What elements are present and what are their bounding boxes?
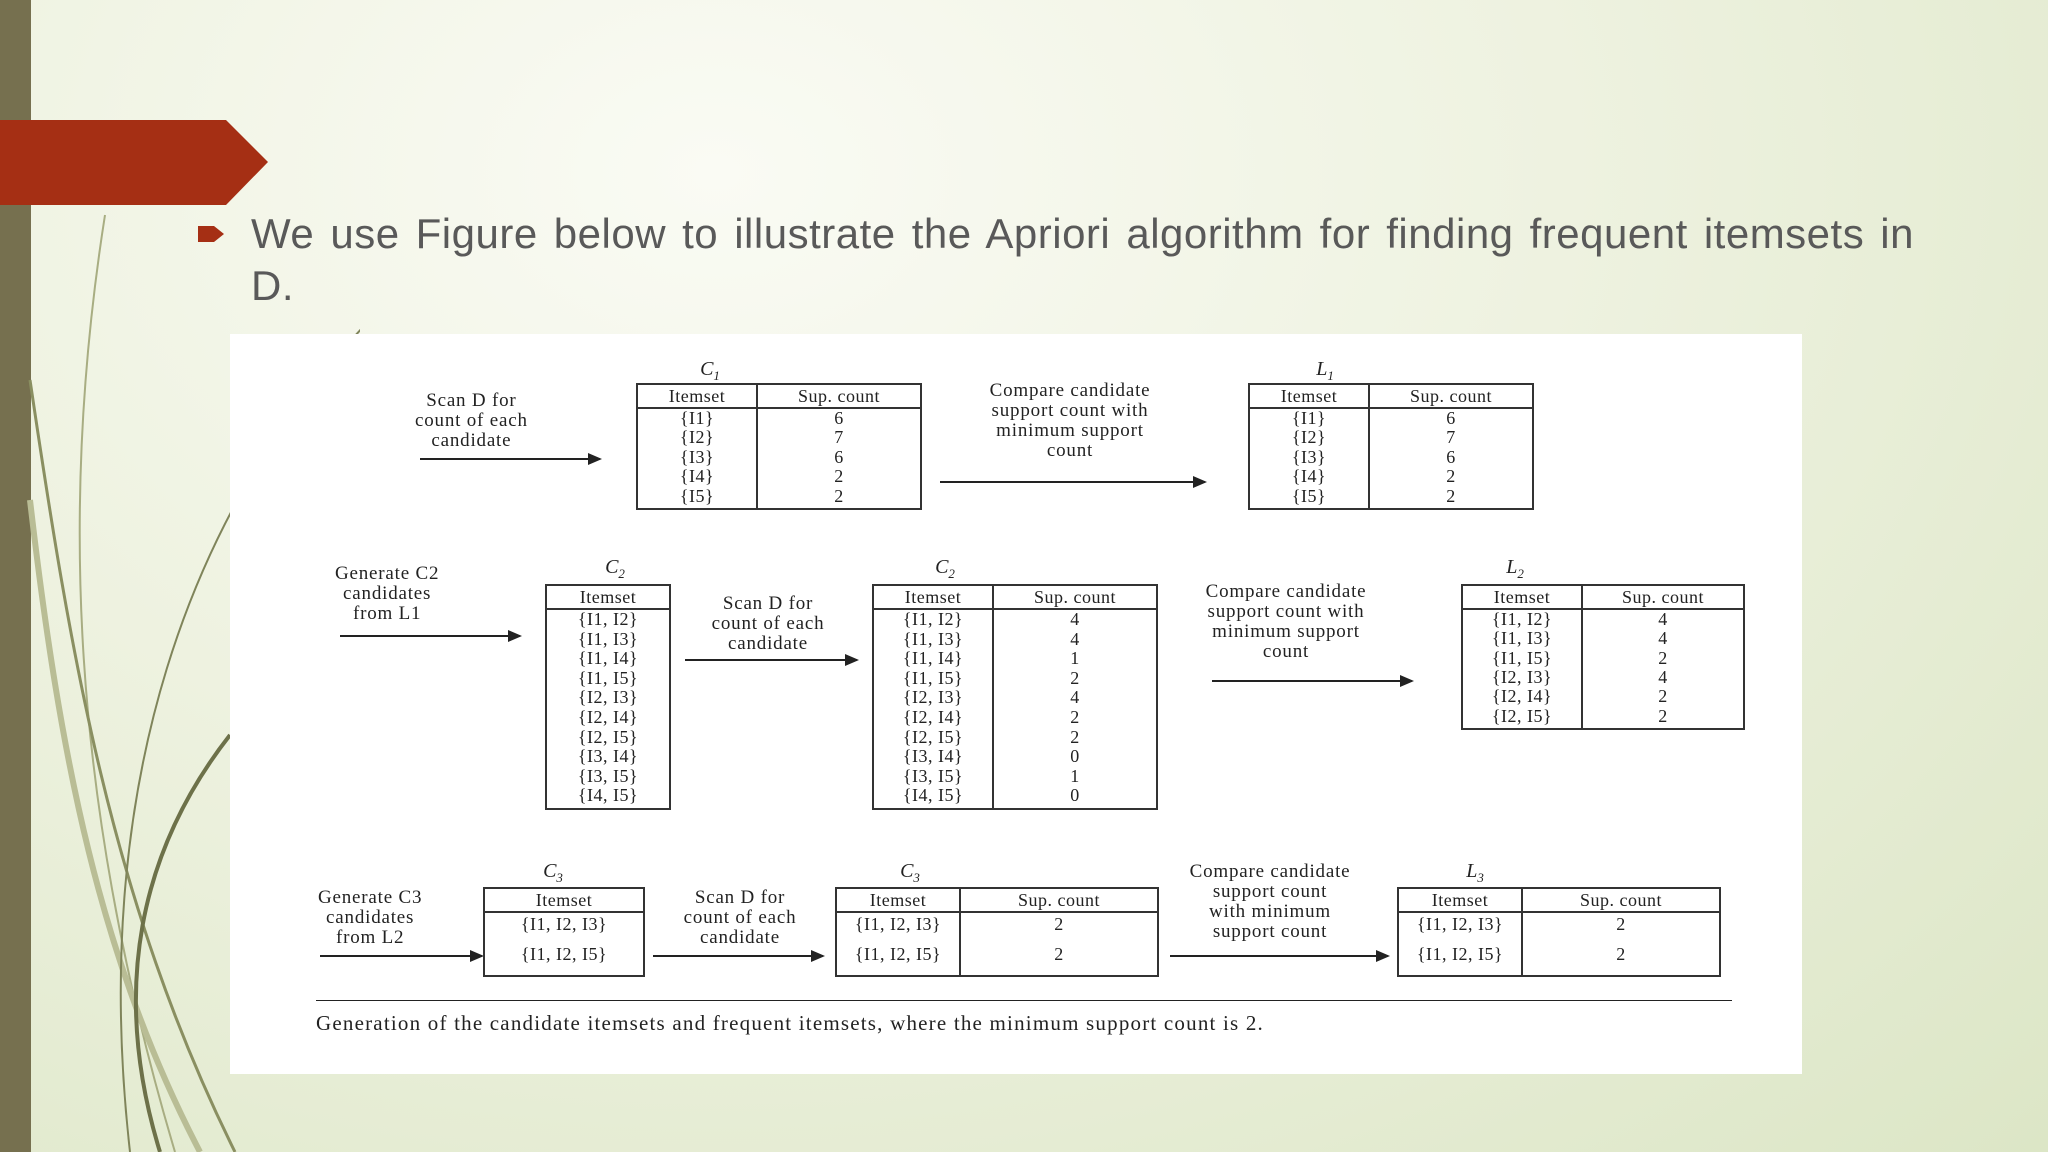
- itemset-cell: {I1, I3}: [902, 628, 964, 649]
- arrow-bullet-icon: [198, 222, 226, 246]
- column-header: Itemset: [1493, 587, 1551, 607]
- itemset-cell: {I3, I5}: [902, 765, 964, 786]
- c3-itemset-table: [483, 887, 645, 977]
- l3-table: [1397, 887, 1721, 977]
- support-count-cell: 4: [1070, 628, 1080, 649]
- table-label: $C_3$: [900, 860, 920, 885]
- support-count-cell: 6: [1446, 408, 1456, 428]
- support-count-cell: 2: [1446, 485, 1456, 506]
- itemset-cell: {I1, I2, I3}: [854, 914, 942, 934]
- support-count-cell: 6: [834, 446, 844, 467]
- itemset-cell: {I3, I5}: [577, 765, 639, 786]
- itemset-cell: {I1, I2, I3}: [520, 914, 608, 934]
- itemset-cell: {I2}: [679, 427, 715, 448]
- itemset-cell: {I1}: [1291, 408, 1327, 428]
- itemset-cell: {I1, I5}: [902, 667, 964, 688]
- itemset-cell: {I1, I2, I5}: [520, 944, 608, 964]
- itemset-cell: {I3, I4}: [577, 746, 639, 767]
- itemset-cell: {I1}: [679, 408, 715, 428]
- itemset-cell: {I4, I5}: [902, 785, 964, 806]
- support-count-cell: 7: [834, 427, 844, 448]
- arrow: [420, 458, 600, 460]
- support-count-cell: 2: [1070, 726, 1080, 747]
- apriori-figure: [230, 334, 1802, 1074]
- support-count-cell: 4: [1070, 687, 1080, 708]
- itemset-cell: {I1, I5}: [577, 667, 639, 688]
- scan-label: Scan D for count of each candidate: [711, 593, 825, 654]
- itemset-cell: {I1, I2}: [577, 609, 639, 629]
- itemset-cell: {I3}: [1291, 446, 1327, 467]
- support-count-cell: 1: [1070, 648, 1080, 669]
- support-count-cell: 2: [1658, 647, 1668, 668]
- accent-arrow-tab: [0, 120, 268, 205]
- support-count-cell: 4: [1658, 667, 1668, 687]
- itemset-cell: {I2, I4}: [1491, 686, 1553, 707]
- support-count-cell: 7: [1446, 427, 1456, 448]
- compare-label: Compare candidate support count with minimum support count: [1189, 861, 1351, 942]
- arrow: [940, 481, 1205, 483]
- figure-caption: Generation of the candidate itemsets and frequent itemsets, where the minimum support count is 2.: [316, 1011, 1265, 1035]
- itemset-cell: {I1, I2, I5}: [1416, 944, 1504, 964]
- generate-label: Generate C3 candidates from L2: [318, 887, 423, 948]
- column-header: Sup. count: [797, 386, 880, 406]
- column-header: Itemset: [668, 386, 726, 406]
- bullet-text: We use Figure below to illustrate the Apriori algorithm for finding frequent itemsets in D.: [251, 210, 1914, 309]
- support-count-cell: 2: [834, 466, 844, 487]
- itemset-cell: {I4}: [1291, 466, 1327, 487]
- support-count-cell: 2: [1070, 667, 1080, 688]
- table-label: $C_1$: [700, 358, 720, 383]
- column-header: Sup. count: [1409, 386, 1492, 406]
- itemset-cell: {I2, I3}: [902, 687, 964, 708]
- c3-count-table: [835, 887, 1159, 977]
- support-count-cell: 2: [1616, 944, 1626, 964]
- table-label: $C_2$: [935, 556, 955, 581]
- itemset-cell: {I2, I3}: [577, 687, 639, 708]
- table-label: $L_3$: [1466, 860, 1484, 885]
- support-count-cell: 2: [1070, 707, 1080, 727]
- table-label: $L_2$: [1506, 556, 1524, 581]
- arrow: [653, 955, 823, 957]
- column-header: Sup. count: [1579, 890, 1662, 910]
- column-header: Itemset: [904, 587, 962, 607]
- generate-label: Generate C2 candidates from L1: [335, 563, 440, 624]
- itemset-cell: {I2, I5}: [577, 726, 639, 747]
- itemset-cell: {I1, I3}: [1491, 628, 1553, 649]
- itemset-cell: {I1, I2, I3}: [1416, 914, 1504, 934]
- column-header: Sup. count: [1017, 890, 1100, 910]
- table-label: $C_2$: [605, 556, 625, 581]
- itemset-cell: {I2, I4}: [902, 707, 964, 727]
- support-count-cell: 1: [1070, 765, 1080, 786]
- column-header: Itemset: [579, 587, 637, 607]
- compare-label: Compare candidate support count with minimum support count: [989, 380, 1151, 461]
- arrow: [1170, 955, 1388, 957]
- support-count-cell: 0: [1070, 785, 1080, 806]
- scan-label: Scan D for count of each candidate: [415, 390, 528, 451]
- itemset-cell: {I1, I4}: [577, 648, 639, 669]
- arrow: [685, 659, 857, 661]
- itemset-cell: {I1, I2}: [1491, 609, 1553, 629]
- support-count-cell: 2: [1054, 914, 1064, 934]
- column-header: Itemset: [869, 890, 927, 910]
- support-count-cell: 4: [1070, 609, 1080, 629]
- itemset-cell: {I4, I5}: [577, 785, 639, 806]
- itemset-cell: {I2}: [1291, 427, 1327, 448]
- support-count-cell: 4: [1658, 628, 1668, 649]
- itemset-cell: {I2, I5}: [1491, 705, 1553, 726]
- table-label: $L_1$: [1316, 358, 1334, 383]
- column-header: Itemset: [535, 890, 593, 910]
- support-count-cell: 0: [1070, 746, 1080, 767]
- itemset-cell: {I5}: [679, 485, 715, 506]
- l1-table: [1248, 383, 1534, 510]
- itemset-cell: {I1, I2}: [902, 609, 964, 629]
- itemset-cell: {I4}: [679, 466, 715, 487]
- itemset-cell: {I3, I4}: [902, 746, 964, 767]
- c2-itemset-table: [545, 584, 671, 810]
- support-count-cell: 6: [834, 408, 844, 428]
- itemset-cell: {I5}: [1291, 485, 1327, 506]
- c2-count-table: [872, 584, 1158, 810]
- itemset-cell: {I1, I4}: [902, 648, 964, 669]
- caption-divider: [316, 1000, 1732, 1001]
- support-count-cell: 2: [1446, 466, 1456, 487]
- c1-table: [636, 383, 922, 510]
- table-label: $C_3$: [543, 860, 563, 885]
- column-header: Sup. count: [1621, 587, 1704, 607]
- itemset-cell: {I2, I5}: [902, 726, 964, 747]
- itemset-cell: {I1, I3}: [577, 628, 639, 649]
- support-count-cell: 4: [1658, 609, 1668, 629]
- arrow: [340, 635, 520, 637]
- scan-label: Scan D for count of each candidate: [683, 887, 797, 948]
- bullet-point: [198, 208, 1914, 312]
- support-count-cell: 6: [1446, 446, 1456, 467]
- column-header: Sup. count: [1033, 587, 1116, 607]
- arrow: [320, 955, 482, 957]
- itemset-cell: {I2, I4}: [577, 707, 639, 727]
- itemset-cell: {I3}: [679, 446, 715, 467]
- support-count-cell: 2: [1658, 705, 1668, 726]
- support-count-cell: 2: [1054, 944, 1064, 964]
- itemset-cell: {I1, I5}: [1491, 647, 1553, 668]
- l2-table: [1461, 584, 1745, 730]
- itemset-cell: {I2, I3}: [1491, 667, 1553, 687]
- support-count-cell: 2: [834, 485, 844, 506]
- compare-label: Compare candidate support count with minimum support count: [1205, 581, 1367, 662]
- column-header: Itemset: [1431, 890, 1489, 910]
- itemset-cell: {I1, I2, I5}: [854, 944, 942, 964]
- support-count-cell: 2: [1616, 914, 1626, 934]
- support-count-cell: 2: [1658, 686, 1668, 707]
- arrow: [1212, 680, 1412, 682]
- column-header: Itemset: [1280, 386, 1338, 406]
